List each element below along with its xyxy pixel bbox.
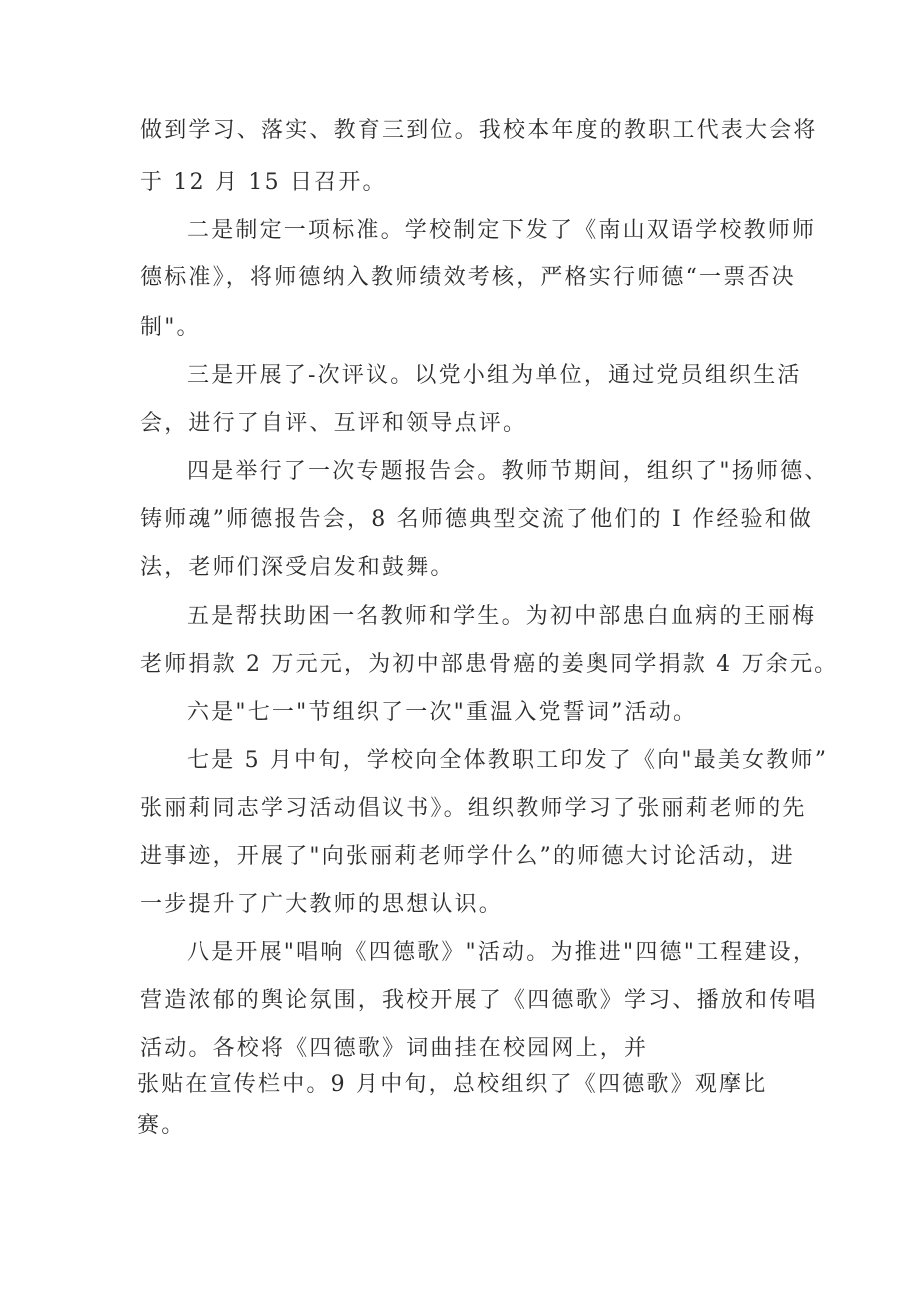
text-line: 三是开展了-次评议。以党小组为单位，通过党员组织生活 xyxy=(187,363,802,388)
text-line: 赛。 xyxy=(137,1113,186,1138)
text-line: 法，老师们深受启发和鼓舞。 xyxy=(140,555,455,580)
text-line: 八是开展"唱响《四德歌》"活动。为推进"四德"工程建设， xyxy=(187,940,818,965)
text-line: 制"。 xyxy=(140,315,201,340)
text-line: 进事迹，开展了"向张丽莉老师学什么”的师德大讨论活动，进 xyxy=(140,844,795,869)
text-line: 营造浓郁的舆论氛围，我校开展了《四德歌》学习、播放和传唱 xyxy=(140,988,818,1013)
text-line: 于 12 月 15 日召开。 xyxy=(140,170,387,195)
text-line: 铸师魂”师德报告会，8 名师德典型交流了他们的 I 作经验和做 xyxy=(140,507,814,532)
text-line: 老师捐款 2 万元元，为初中部患骨癌的姜奥同学捐款 4 万余元。 xyxy=(140,652,839,677)
text-line: 做到学习、落实、教育三到位。我校本年度的教职工代表大会将 xyxy=(140,118,818,143)
text-line: 二是制定一项标准。学校制定下发了《南山双语学校教师师 xyxy=(187,218,817,243)
text-line: 六是"七一"节组织了一次"重温入党誓词”活动。 xyxy=(187,700,698,725)
text-line: 会，进行了自评、互评和领导点评。 xyxy=(140,411,528,436)
text-line: 张贴在宣传栏中。9 月中旬，总校组织了《四德歌》观摩比 xyxy=(137,1072,768,1097)
text-line: 德标准》，将师德纳入教师绩效考核，严格实行师德“一票否决 xyxy=(140,265,796,290)
text-line: 活动。各校将《四德歌》词曲挂在校园网上，并 xyxy=(140,1036,649,1061)
text-line: 一步提升了广大教师的思想认识。 xyxy=(140,892,504,917)
text-line: 五是帮扶助困一名教师和学生。为初中部患白血病的王丽梅 xyxy=(187,604,817,629)
text-line: 四是举行了一次专题报告会。教师节期间，组织了"扬师德、 xyxy=(187,459,829,484)
text-line: 张丽莉同志学习活动倡议书》。组织教师学习了张丽莉老师的先 xyxy=(140,796,807,821)
text-line: 七是 5 月中旬，学校向全体教职工印发了《向"最美女教师” xyxy=(187,748,829,773)
